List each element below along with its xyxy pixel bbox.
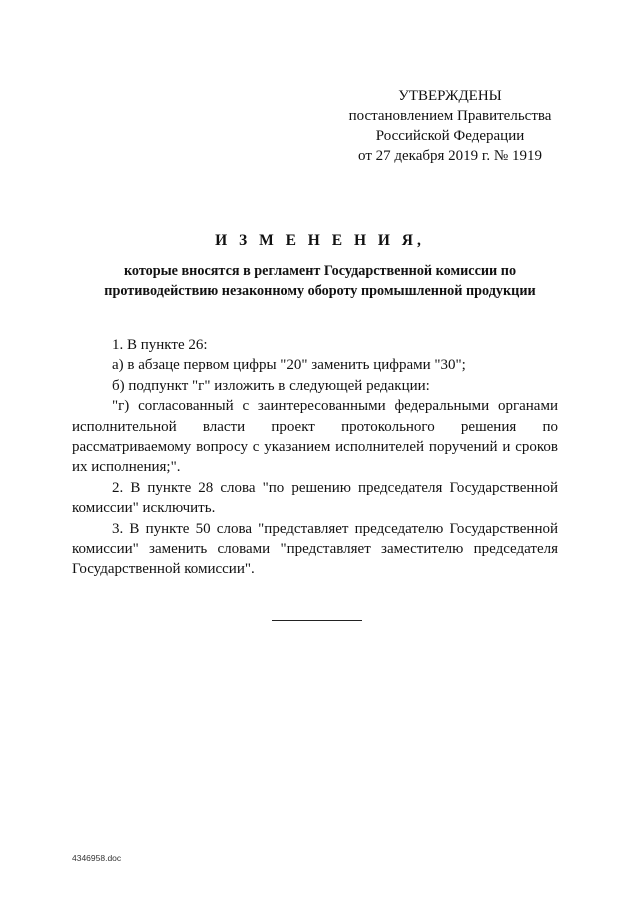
document-file-code: 4346958.doc [72, 853, 122, 863]
document-title: И З М Е Н Е Н И Я, [215, 232, 425, 249]
document-subtitle [70, 261, 570, 301]
item-3-line-2: комиссии" заменить словами "представляет заместителю председателя [72, 541, 558, 558]
approval-date-number: от 27 декабря 2019 г. № 1919 [358, 148, 542, 164]
subtitle-line-2: противодействию незаконному обороту промышленной продукции [104, 283, 536, 299]
approval-authority: Российской Федерации [375, 128, 525, 144]
approval-decree: постановлением Правительства [348, 108, 552, 124]
subtitle-line-1: которые вносятся в регламент Государственной комиссии по [123, 263, 517, 279]
item-3-line-3: Государственной комиссии". [72, 561, 255, 578]
item-3-line-1: 3. В пункте 50 слова "представляет председателю Государственной [112, 520, 558, 537]
item-1-subitem-a: а) в абзаце первом цифры "20" заменить цифрами "30"; [112, 357, 466, 374]
approval-title: УТВЕРЖДЕНЫ [398, 88, 502, 104]
quote-line-4: их исполнения;". [72, 459, 181, 476]
approval-stamp [330, 86, 570, 166]
quote-line-3: рассматриваемому вопросу с указанием исполнителей поручений и сроков [72, 439, 558, 456]
closing-divider [272, 620, 362, 621]
item-2-line-2: комиссии" исключить. [72, 500, 216, 517]
item-2-line-1: 2. В пункте 28 слова "по решению председателя Государственной [112, 479, 558, 496]
item-1-subitem-b: б) подпункт "г" изложить в следующей редакции: [112, 377, 430, 394]
quote-line-1: "г) согласованный с заинтересованными федеральными органами [112, 398, 558, 415]
document-body [72, 335, 558, 580]
quote-line-2: исполнительной власти проект протокольного решения по [72, 418, 558, 435]
item-1-heading: 1. В пункте 26: [112, 337, 208, 353]
